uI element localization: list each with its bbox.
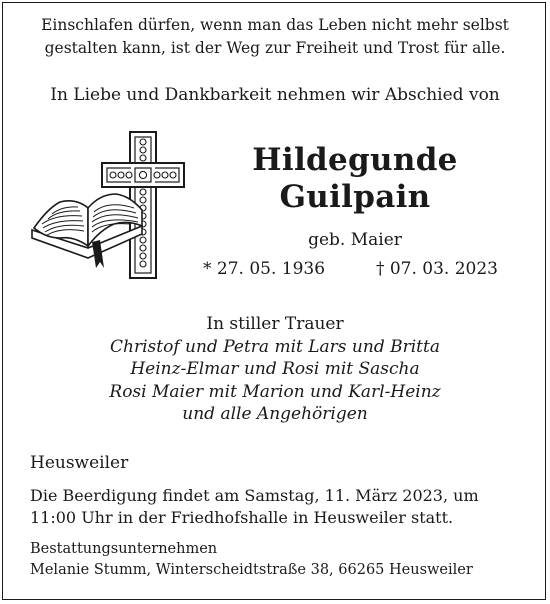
- funeral-line-1: Die Beerdigung findet am Samstag, 11. März 2023, um: [30, 486, 479, 505]
- mourners-block: [0, 313, 550, 426]
- farewell-intro: In Liebe und Dankbarkeit nehmen wir Abschied von: [50, 85, 500, 105]
- deceased-name: [205, 142, 505, 216]
- funeral-info: [30, 485, 479, 529]
- deceased-first-name: Hildegunde: [252, 142, 458, 178]
- undertaker-address: Melanie Stumm, Winterscheidtstraße 38, 66265 Heusweiler: [30, 561, 473, 578]
- funeral-line-2: 11:00 Uhr in der Friedhofshalle in Heusweiler statt.: [30, 508, 454, 527]
- mourner-line: Heinz-Elmar und Rosi mit Sascha: [130, 359, 420, 379]
- cross-and-bible-illustration: [30, 130, 205, 285]
- birth-name: geb. Maier: [308, 230, 402, 250]
- undertaker-label: Bestattungsunternehmen: [30, 541, 218, 557]
- mourner-line: Christof und Petra mit Lars und Britta: [110, 336, 440, 357]
- mourner-line: und alle Angehörigen: [182, 404, 368, 424]
- motto-line-2: gestalten kann, ist der Weg zur Freiheit und Trost für alle.: [44, 39, 506, 57]
- open-bible-icon: [32, 194, 142, 268]
- motto-quote: [0, 14, 550, 60]
- mourning-heading: In stiller Trauer: [206, 314, 344, 334]
- birth-date: * 27. 05. 1936: [203, 259, 326, 279]
- motto-line-1: Einschlafen dürfen, wenn man das Leben nicht mehr selbst: [41, 16, 509, 34]
- mourner-line: Rosi Maier mit Marion und Karl-Heinz: [109, 381, 441, 402]
- undertaker-info: [30, 539, 473, 580]
- death-date: † 07. 03. 2023: [375, 259, 498, 279]
- place-name: Heusweiler: [30, 453, 129, 473]
- deceased-last-name: Guilpain: [279, 179, 431, 215]
